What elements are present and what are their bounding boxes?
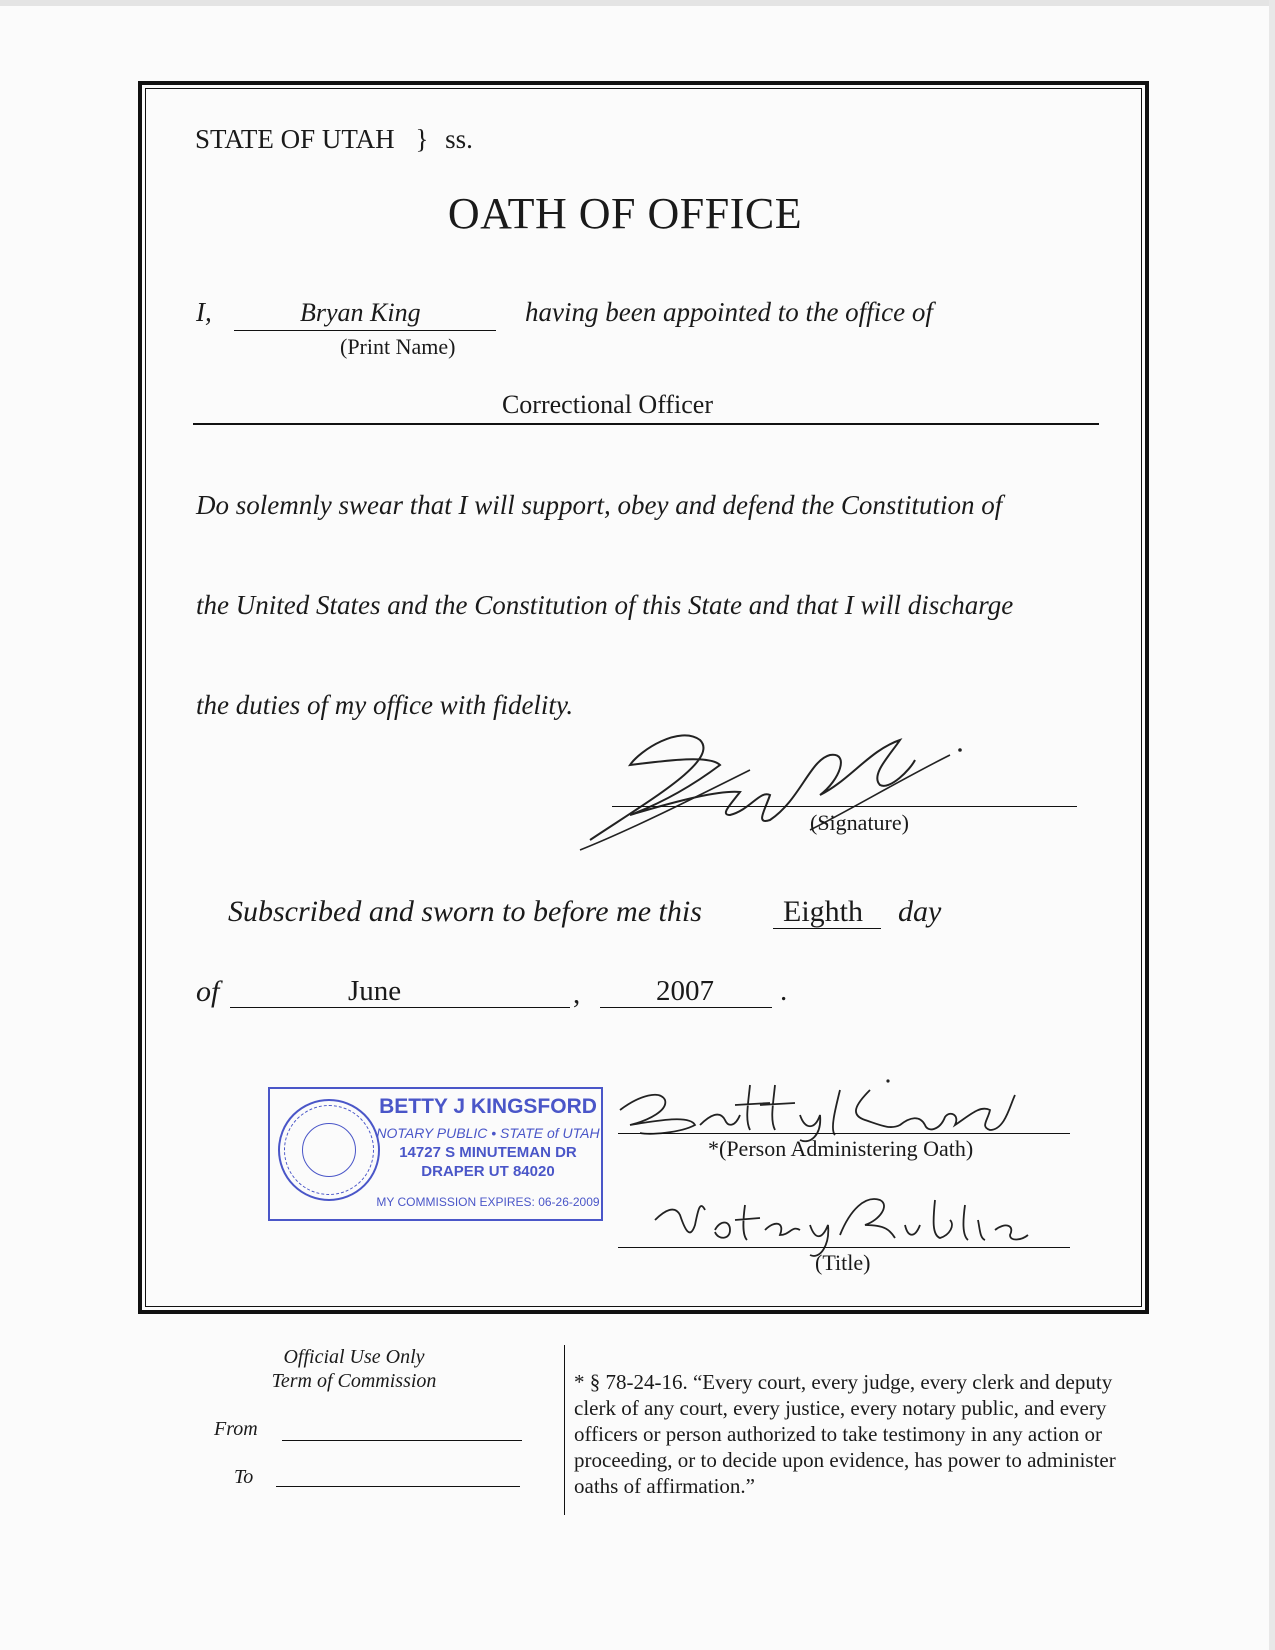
comma: , [573,978,581,1010]
subscribed-text: Subscribed and sworn to before me this [228,895,702,928]
state-heading [195,124,473,155]
notary-address: 14727 S MINUTEMAN DR [399,1144,577,1161]
state-seal-icon [278,1099,380,1201]
administrator-caption: *(Person Administering Oath) [708,1136,974,1161]
name-underline [234,330,496,331]
notary-expiration: MY COMMISSION EXPIRES: 06-26-2009 [376,1195,600,1209]
appointment-text: having been appointed to the office of [525,297,933,327]
ss-label: ss. [445,124,473,154]
title-caption: (Title) [815,1250,871,1275]
document-title: OATH OF OFFICE [447,189,803,238]
period: . [780,975,788,1007]
pronoun-label: I, [196,297,212,327]
to-label: To [234,1466,254,1488]
notary-city: DRAPER UT 84020 [421,1163,555,1180]
day-underline [773,928,881,929]
official-use-heading: Official Use Only [283,1346,425,1368]
from-field[interactable] [282,1440,522,1441]
brace-symbol: } [415,124,429,154]
office-value: Correctional Officer [501,390,714,419]
notary-stamp [268,1087,603,1221]
signature-caption: (Signature) [810,810,909,835]
day-label: day [898,895,942,928]
administrator-signature [610,1075,1040,1145]
state-name: STATE OF UTAH [195,124,395,154]
month-value: June [348,975,402,1007]
printed-name: Bryan King [300,298,421,327]
oath-line-2: the United States and the Constitution of this State and that I will discharge [196,590,1014,620]
term-of-commission-heading: Term of Commission [271,1370,437,1392]
office-underline [193,423,1099,425]
section-divider [564,1345,565,1515]
scan-right-edge [1269,0,1275,1650]
of-label: of [196,975,220,1008]
notary-name: BETTY J KINGSFORD [379,1095,597,1118]
title-line [618,1247,1070,1248]
administrator-line [618,1133,1070,1134]
oath-line-3: the duties of my office with fidelity. [196,690,574,720]
statute-text: * § 78-24-16. “Every court, every judge, every clerk and deputy clerk of any court, every justice, every notary public, and every officers or person authorized to take testimony in any action or proceeding, or to decide upon evidence, has power to administer oaths of affirmation.” [574,1370,1116,1498]
signature-line [612,806,1077,807]
year-value: 2007 [656,975,714,1007]
notary-title: NOTARY PUBLIC • STATE of UTAH [376,1125,600,1141]
scan-top-edge [0,0,1275,6]
day-value: Eighth [783,895,863,928]
officer-signature [570,720,990,860]
oath-line-1: Do solemnly swear that I will support, obey and defend the Constitution of [196,490,1003,520]
from-label: From [214,1418,258,1440]
to-field[interactable] [276,1486,520,1487]
print-name-caption: (Print Name) [340,334,456,359]
